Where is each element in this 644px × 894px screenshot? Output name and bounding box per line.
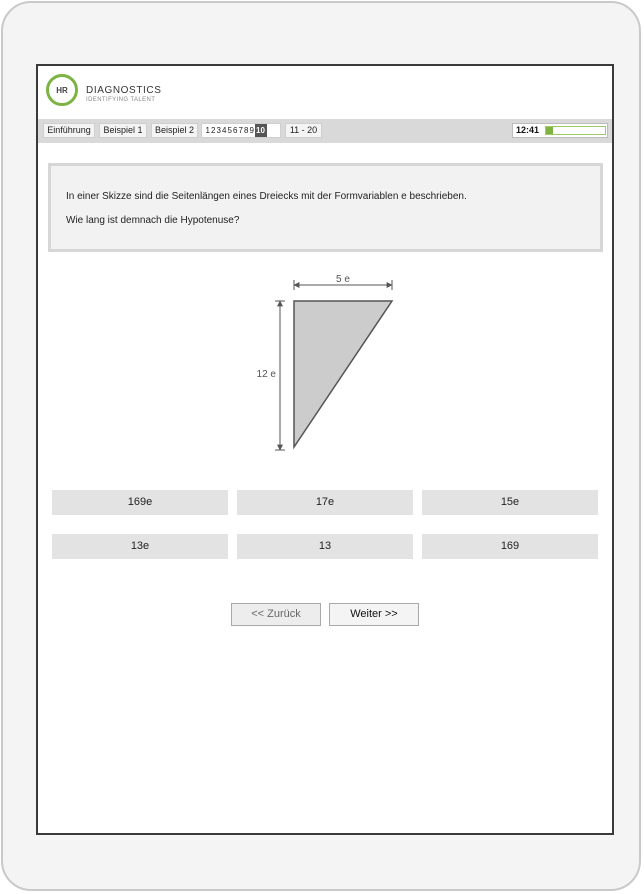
answer-option-1[interactable]: 169e	[52, 490, 228, 515]
page-3-link[interactable]: 3	[216, 126, 221, 135]
page-10-current[interactable]: 10	[256, 126, 265, 135]
page-1-link[interactable]: 1	[205, 126, 210, 135]
test-screen	[36, 64, 614, 835]
right-triangle-shape	[294, 301, 392, 447]
page-6-link[interactable]: 6	[233, 126, 238, 135]
answer-option-4[interactable]: 13e	[52, 534, 228, 559]
page-9-link[interactable]: 9	[249, 126, 254, 135]
tablet-frame	[1, 1, 641, 891]
intro-button[interactable]: Einführung	[43, 123, 95, 138]
page-2-link[interactable]: 2	[211, 126, 216, 135]
next-range-button[interactable]: 11 - 20	[285, 123, 322, 138]
timer-time: 12:41	[516, 125, 540, 135]
logo-tagline: IDENTIFYING TALENT	[86, 97, 156, 103]
question-prompt: Wie lang ist demnach die Hypotenuse?	[66, 215, 240, 226]
answer-option-2[interactable]: 17e	[237, 490, 413, 515]
question-text: In einer Skizze sind die Seitenlängen eines Dreiecks mit der Formvariablen e beschrieben.	[66, 191, 467, 202]
top-dimension-label: 5 e	[336, 274, 350, 285]
logo-ring-icon: HR	[46, 74, 78, 106]
side-dimension-label: 12 e	[256, 369, 276, 380]
answer-option-3[interactable]: 15e	[422, 490, 598, 515]
answer-option-6[interactable]: 169	[422, 534, 598, 559]
page-5-link[interactable]: 5	[227, 126, 232, 135]
example-2-button[interactable]: Beispiel 2	[151, 123, 198, 138]
next-button[interactable]: Weiter >>	[329, 603, 419, 626]
page-4-link[interactable]: 4	[222, 126, 227, 135]
page-8-link[interactable]: 8	[244, 126, 249, 135]
answer-option-5[interactable]: 13	[237, 534, 413, 559]
example-1-button[interactable]: Beispiel 1	[99, 123, 147, 138]
back-button[interactable]: << Zurück	[231, 603, 321, 626]
logo-name: DIAGNOSTICS	[86, 85, 162, 96]
page-7-link[interactable]: 7	[238, 126, 243, 135]
triangle-figure	[38, 66, 612, 486]
